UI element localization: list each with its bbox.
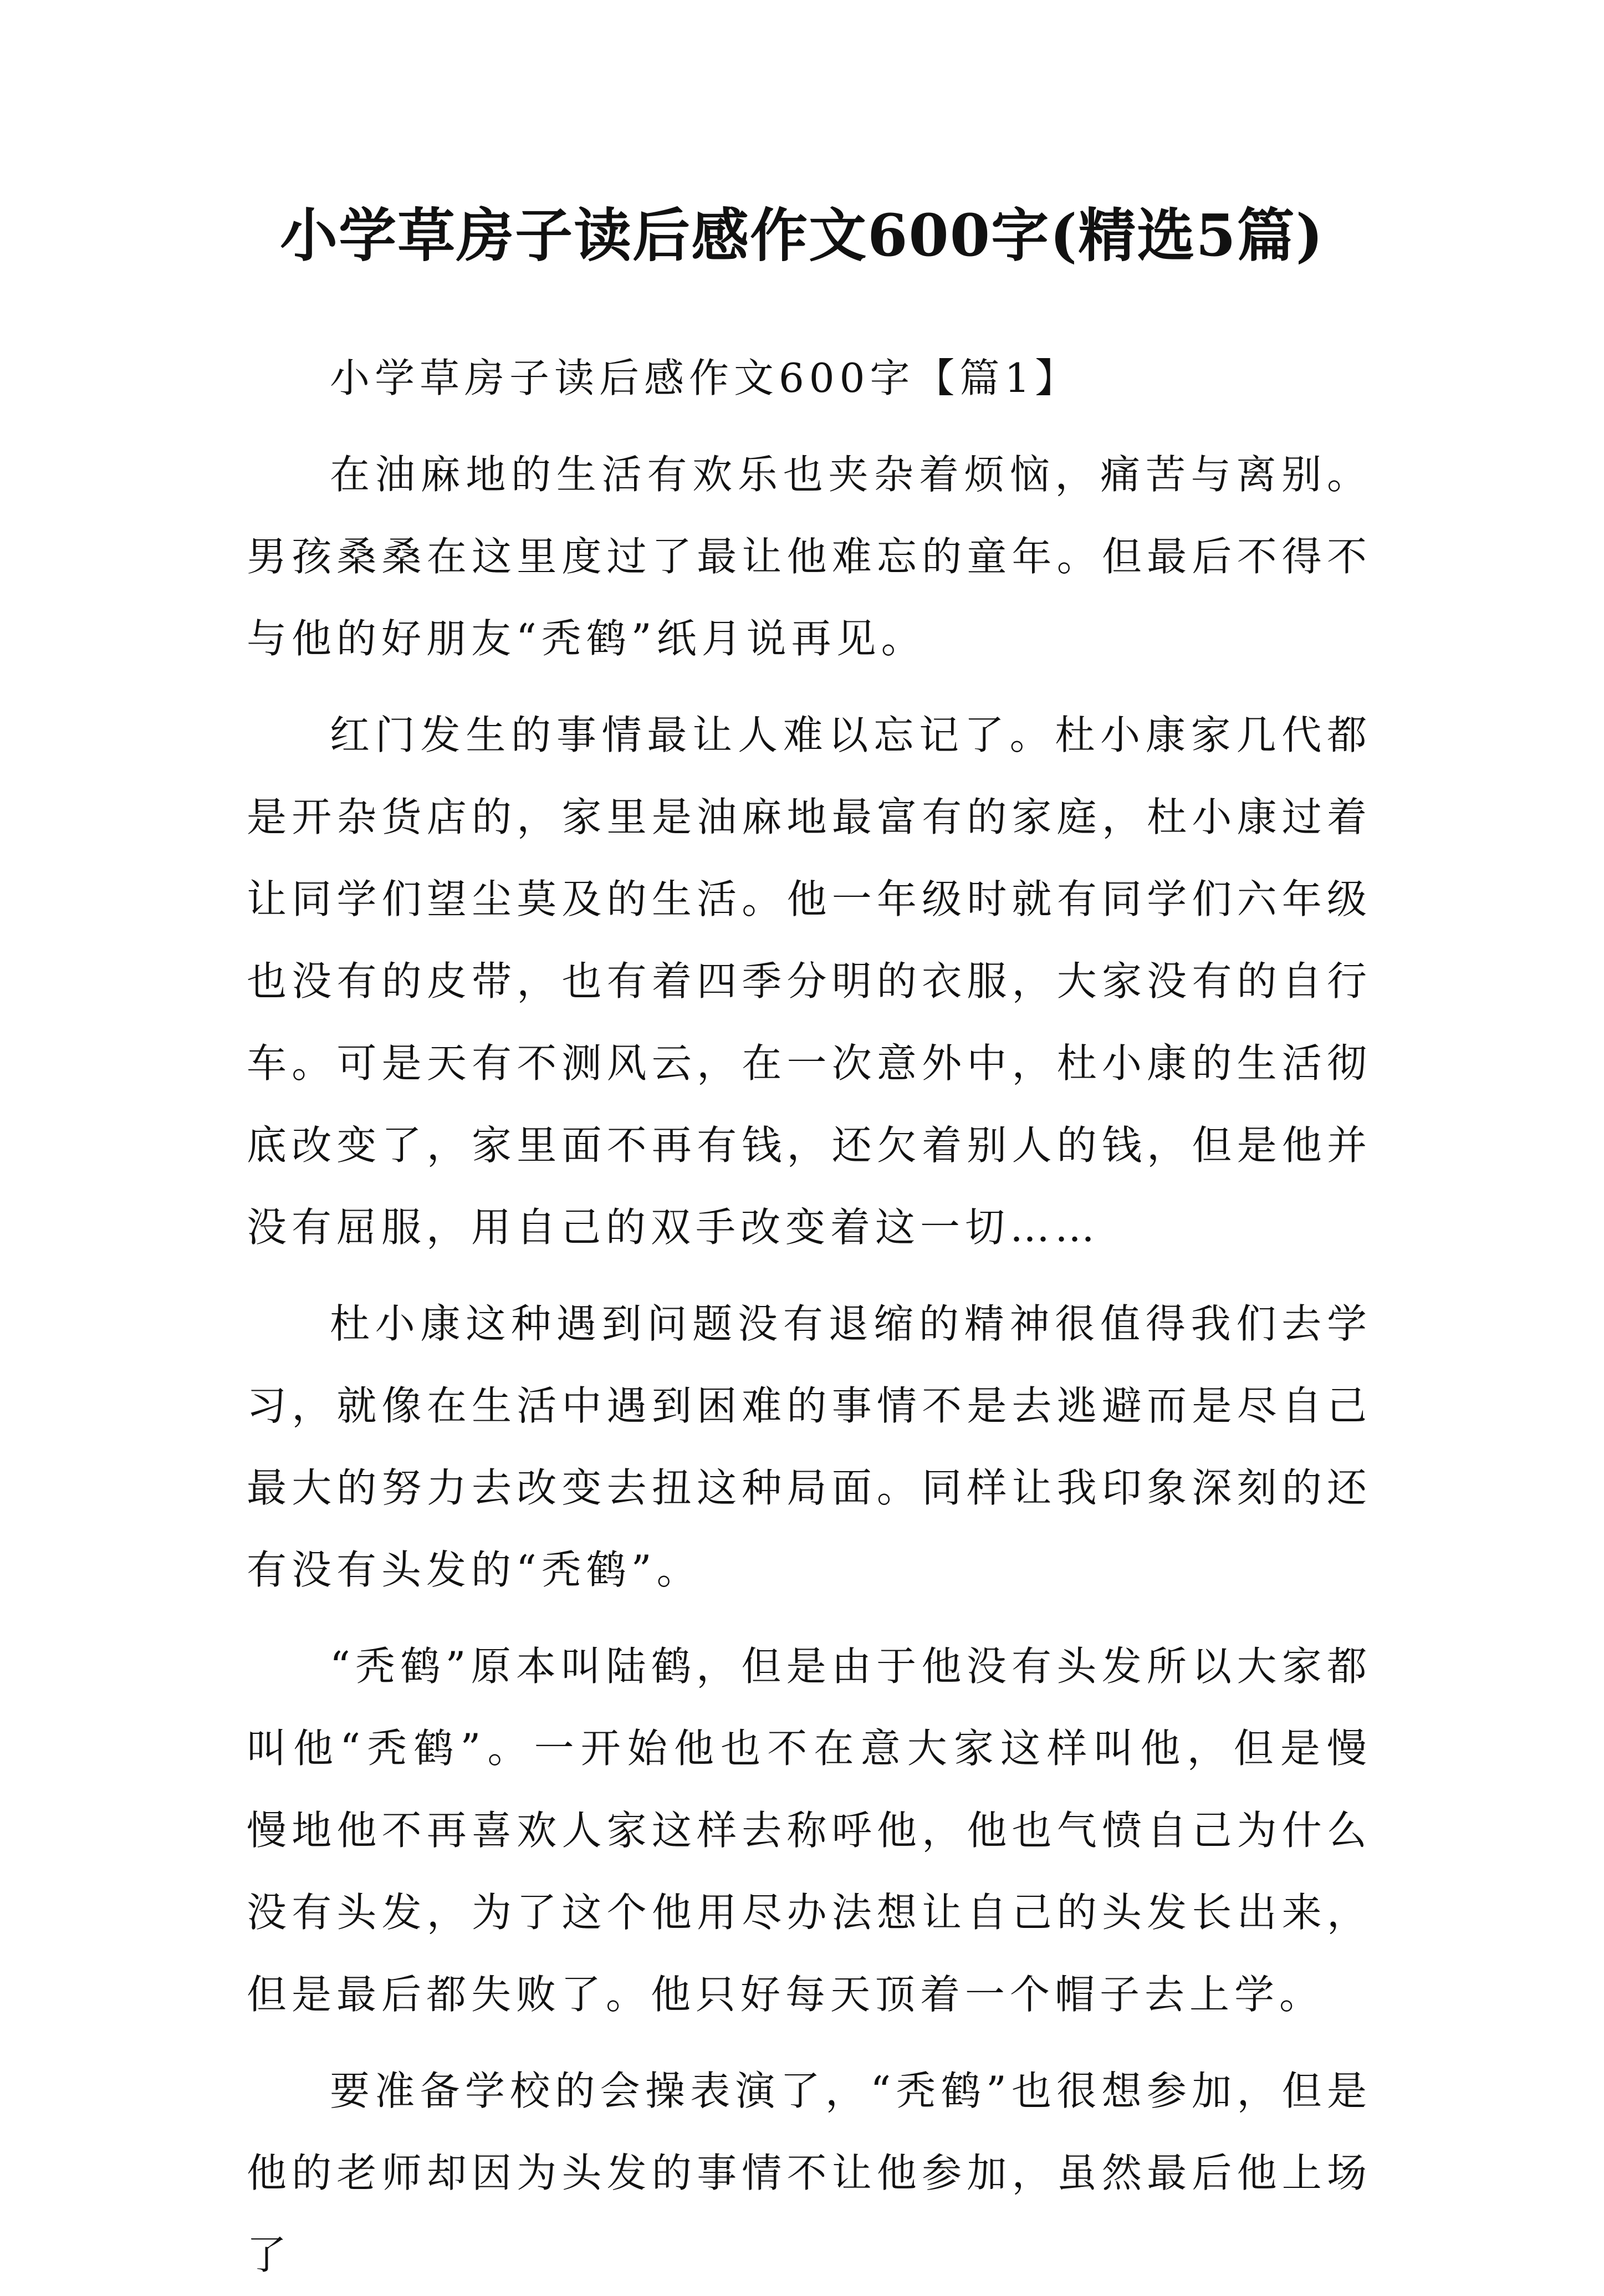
paragraph: 在油麻地的生活有欢乐也夹杂着烦恼，痛苦与离别。男孩桑桑在这里度过了最让他难忘的童年。但最后不得不与他的好朋友“秃鹤”纸月说再见。: [247, 451, 1372, 662]
section-heading: 小学草房子读后感作文600字【篇1】: [330, 355, 1080, 401]
document-title: 小学草房子读后感作文600字(精选5篇): [280, 201, 1324, 269]
paragraph: 杜小康这种遇到问题没有退缩的精神很值得我们去学习，就像在生活中遇到困难的事情不是去逃避而是尽自己最大的努力去改变去扭这种局面。同样让我印象深刻的还有没有头发的“秃鹤”。: [247, 1300, 1372, 1593]
document-body: [247, 333, 1372, 2296]
paragraph: “秃鹤”原本叫陆鹤，但是由于他没有头发所以大家都叫他“秃鹤”。一开始他也不在意大家这样叫他，但是慢慢地他不再喜欢人家这样去称呼他，他也气愤自己为什么没有头发，为了这个他用尽办法想让自己的头发长出来，但是最后都失败了。他只好每天顶着一个帽子去上学。: [247, 1643, 1372, 2018]
paragraph: 要准备学校的会操表演了，“秃鹤”也很想参加，但是他的老师却因为头发的事情不让他参加，虽然最后他上场了: [247, 2068, 1372, 2278]
paragraph: 红门发生的事情最让人难以忘记了。杜小康家几代都是开杂货店的，家里是油麻地最富有的家庭，杜小康过着让同学们望尘莫及的生活。他一年级时就有同学们六年级也没有的皮带，也有着四季分明的衣服，大家没有的自行车。可是天有不测风云，在一次意外中，杜小康的生活彻底改变了，家里面不再有钱，还欠着别人的钱，但是他并没有屈服，用自己的双手改变着这一切……: [247, 712, 1372, 1251]
